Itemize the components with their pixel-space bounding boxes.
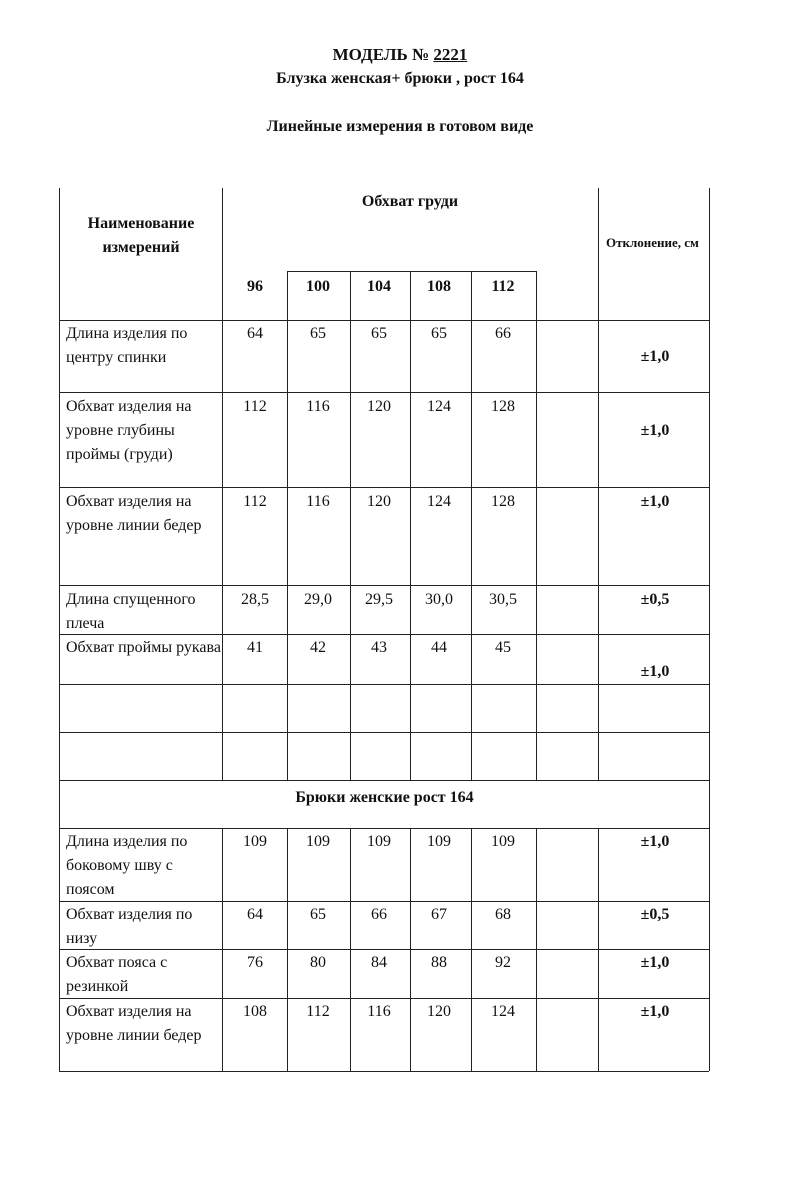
row-name: Обхват изделия на уровне линии бедер bbox=[66, 1003, 202, 1044]
cell-value: 124 bbox=[427, 493, 451, 510]
deviation-value: ±1,0 bbox=[640, 663, 670, 680]
size-header: 104 bbox=[367, 278, 391, 295]
grid-line bbox=[598, 188, 599, 780]
cell-value: 108 bbox=[243, 1003, 267, 1020]
grid-line bbox=[287, 271, 288, 780]
grid-line bbox=[471, 828, 472, 1071]
cell-value: 92 bbox=[495, 954, 511, 971]
cell-value: 124 bbox=[491, 1003, 515, 1020]
row-name: Обхват изделия на уровне линии бедер bbox=[66, 493, 202, 534]
cell-value: 29,5 bbox=[365, 591, 393, 608]
cell-value: 76 bbox=[247, 954, 263, 971]
cell-value: 66 bbox=[495, 325, 511, 342]
grid-line bbox=[598, 828, 599, 1071]
cell-value: 66 bbox=[371, 906, 387, 923]
cell-value: 116 bbox=[367, 1003, 391, 1020]
deviation-value: ±0,5 bbox=[640, 591, 670, 608]
cell-value: 109 bbox=[427, 833, 451, 850]
cell-value: 68 bbox=[495, 906, 511, 923]
cell-value: 44 bbox=[431, 639, 447, 656]
row-name: Длина изделия по боковому шву с поясом bbox=[66, 833, 188, 898]
grid-line bbox=[59, 828, 709, 829]
cell-value: 112 bbox=[243, 493, 267, 510]
cell-value: 128 bbox=[491, 493, 515, 510]
cell-value: 112 bbox=[243, 398, 267, 415]
grid-line bbox=[59, 392, 709, 393]
cell-value: 120 bbox=[367, 398, 391, 415]
cell-value: 116 bbox=[306, 398, 330, 415]
model-number: 2221 bbox=[433, 45, 468, 64]
column-header-name: Наименование измерений bbox=[87, 215, 195, 256]
deviation-value: ±1,0 bbox=[640, 954, 670, 971]
row-name: Обхват пояса с резинкой bbox=[66, 954, 168, 995]
size-header: 112 bbox=[491, 278, 515, 295]
grid-line bbox=[59, 732, 709, 733]
cell-value: 109 bbox=[243, 833, 267, 850]
product-subtitle: Блузка женская+ брюки , рост 164 bbox=[276, 70, 524, 87]
grid-line bbox=[709, 188, 710, 1071]
section-title: Линейные измерения в готовом виде bbox=[266, 118, 534, 135]
row-name: Обхват изделия по низу bbox=[66, 906, 193, 947]
cell-value: 30,5 bbox=[489, 591, 517, 608]
row-name: Обхват изделия на уровне глубины проймы (груди) bbox=[66, 398, 192, 463]
cell-value: 67 bbox=[431, 906, 447, 923]
cell-value: 28,5 bbox=[241, 591, 269, 608]
deviation-value: ±0,5 bbox=[640, 906, 670, 923]
cell-value: 80 bbox=[310, 954, 326, 971]
cell-value: 43 bbox=[371, 639, 387, 656]
cell-value: 64 bbox=[247, 325, 263, 342]
row-name: Длина изделия по центру спинки bbox=[66, 325, 188, 366]
deviation-value: ±1,0 bbox=[640, 1003, 670, 1020]
deviation-value: ±1,0 bbox=[640, 833, 670, 850]
column-group-header: Обхват груди bbox=[361, 193, 459, 210]
row-name: Длина спущенного плеча bbox=[66, 591, 196, 632]
cell-value: 88 bbox=[431, 954, 447, 971]
size-header: 108 bbox=[427, 278, 451, 295]
cell-value: 120 bbox=[367, 493, 391, 510]
cell-value: 124 bbox=[427, 398, 451, 415]
size-header: 100 bbox=[306, 278, 330, 295]
grid-line bbox=[222, 188, 223, 780]
grid-line bbox=[59, 684, 709, 685]
cell-value: 41 bbox=[247, 639, 263, 656]
deviation-value: ±1,0 bbox=[640, 422, 670, 439]
cell-value: 29,0 bbox=[304, 591, 332, 608]
grid-line bbox=[536, 271, 537, 780]
grid-line bbox=[59, 1071, 709, 1072]
grid-line bbox=[287, 271, 537, 272]
grid-line bbox=[59, 487, 709, 488]
cell-value: 45 bbox=[495, 639, 511, 656]
grid-line bbox=[287, 828, 288, 1071]
cell-value: 109 bbox=[491, 833, 515, 850]
grid-line bbox=[410, 271, 411, 780]
grid-line bbox=[471, 271, 472, 780]
row-name: Обхват проймы рукава bbox=[66, 639, 221, 656]
cell-value: 64 bbox=[247, 906, 263, 923]
grid-line bbox=[536, 828, 537, 1071]
cell-value: 84 bbox=[371, 954, 387, 971]
cell-value: 112 bbox=[306, 1003, 330, 1020]
cell-value: 65 bbox=[371, 325, 387, 342]
column-header-deviation: Отклонение, см bbox=[606, 235, 699, 250]
cell-value: 120 bbox=[427, 1003, 451, 1020]
grid-line bbox=[410, 828, 411, 1071]
cell-value: 109 bbox=[306, 833, 330, 850]
cell-value: 65 bbox=[431, 325, 447, 342]
pants-section-header: Брюки женские рост 164 bbox=[295, 789, 474, 806]
cell-value: 30,0 bbox=[425, 591, 453, 608]
grid-line bbox=[59, 780, 709, 781]
grid-line bbox=[59, 188, 60, 1071]
model-label: МОДЕЛЬ № bbox=[332, 45, 430, 64]
cell-value: 128 bbox=[491, 398, 515, 415]
cell-value: 116 bbox=[306, 493, 330, 510]
grid-line bbox=[222, 828, 223, 1071]
deviation-value: ±1,0 bbox=[640, 493, 670, 510]
deviation-value: ±1,0 bbox=[640, 348, 670, 365]
cell-value: 65 bbox=[310, 325, 326, 342]
grid-line bbox=[350, 828, 351, 1071]
cell-value: 65 bbox=[310, 906, 326, 923]
cell-value: 109 bbox=[367, 833, 391, 850]
grid-line bbox=[59, 585, 709, 586]
cell-value: 42 bbox=[310, 639, 326, 656]
grid-line bbox=[350, 271, 351, 780]
size-header: 96 bbox=[247, 278, 263, 295]
grid-line bbox=[59, 320, 709, 321]
